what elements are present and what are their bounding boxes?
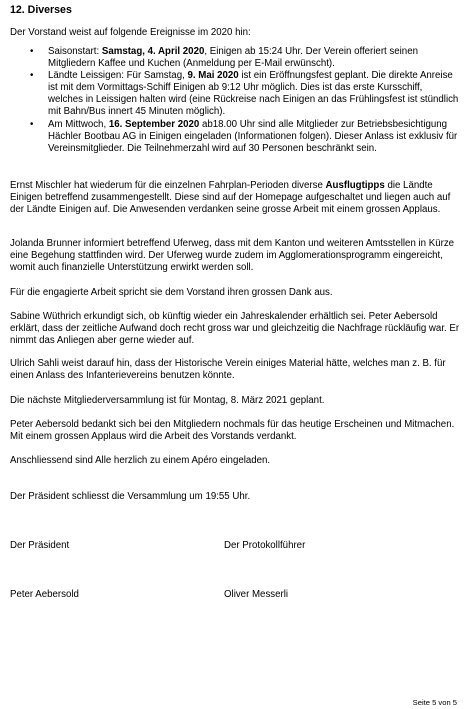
bullet-icon: •	[30, 46, 34, 57]
list-item-date: 16. September 2020	[108, 118, 200, 130]
list-item	[10, 119, 460, 155]
closing-paragraph: Der Präsident schliesst die Versammlung um 19:55 Uhr.	[10, 491, 251, 502]
next-meeting-paragraph: Die nächste Mitgliederversammlung ist für Montag, 8. März 2021 geplant.	[10, 395, 325, 406]
signature-role-secretary: Der Protokollführer	[224, 540, 306, 551]
signature-role-president: Der Präsident	[10, 540, 70, 551]
signature-name-secretary: Oliver Messerli	[224, 589, 289, 600]
signature-name-president: Peter Aebersold	[10, 589, 79, 600]
bullet-icon: •	[30, 70, 34, 82]
list-item-text: , Einigen ab 15:24 Uhr. Der Verein offeriert seinen Mitgliedern Kaffee und Kuchen (Anmeldung per E-Mail erwünscht).	[48, 46, 418, 70]
ausflugtipps-bold: Ausflugtipps	[325, 180, 385, 191]
thanks-paragraph: Peter Aebersold bedankt sich bei den Mitgliedern nochmals für das heutige Erscheinen und Mitmachen. Mit einem grossen Applaus wird die Arbeit des Vorstands verdankt.	[10, 419, 455, 443]
list-item-date: Samstag, 4. April 2020	[101, 46, 205, 57]
material-paragraph: Ulrich Sahli weist darauf hin, dass der Historische Verein einiges Material hätte, welches man z. B. für einen Anlass des Infanterievereins benutzen könnte.	[10, 358, 446, 382]
bullet-icon: •	[30, 118, 34, 130]
list-item	[10, 46, 460, 70]
list-item-text: ist ein Eröffnungsfest geplant. Die direkte Anreise ist mit dem Vormittags-Schiff Einigen ab 9:12 Uhr möglich. Dies ist das erste Kursschiff, welches in Leissigen halten wird (eine Rückreise nach Einigen an das Frühlingsfest ist stündlich mit Bahn/Bus innert 45 Minuten möglich).	[48, 70, 459, 118]
list-item	[10, 70, 460, 118]
list-item-text: Ländte Leissigen: Für Samstag,	[48, 70, 188, 82]
list-item-text: Am Mittwoch,	[48, 118, 109, 130]
uferweg-thanks: Für die engagierte Arbeit spricht sie dem Vorstand ihren grossen Dank aus.	[10, 287, 333, 298]
events-list	[10, 46, 460, 155]
section-heading: 12. Diverses	[10, 4, 72, 16]
list-item-text: Saisonstart:	[48, 46, 102, 57]
ausflugtipps-paragraph: Ernst Mischler hat wiederum für die einzelnen Fahrplan-Perioden diverse Ausflugtipps die Ländte Einigen betreffend zusammengestellt. Diese sind auf der Homepage aufgeschaltet und liegen auch auf der Ländte Einigen auf. Die Anwesenden verdanken seine grosse Arbeit mit einem grossen Applaus.	[10, 180, 451, 216]
uferweg-paragraph: Jolanda Brunner informiert betreffend Uferweg, dass mit dem Kanton und weiteren Amtsstellen in Kürze eine Begehung stattfinden wird. Der Uferweg wurde zudem im Agglomerationsprogramm eingereicht, womit auch finanzielle Unterstützung erwirkt werden soll.	[10, 238, 455, 274]
intro-paragraph: Der Vorstand weist auf folgende Ereignisse im 2020 hin:	[10, 27, 251, 38]
apero-paragraph: Anschliessend sind Alle herzlich zu einem Apéro eingeladen.	[10, 455, 271, 466]
list-item-date: 9. Mai 2020	[187, 70, 239, 82]
page-number: Seite 5 von 5	[412, 698, 457, 707]
kalender-paragraph: Sabine Wüthrich erkundigt sich, ob künftig wieder ein Jahreskalender erhältlich sei. Peter Aebersold erklärt, dass der zeitliche Aufwand doch recht gross war und gleichzeitig die Nachfrage rückläufig war. Er nimmt das Anliegen aber gerne wieder auf.	[10, 311, 460, 347]
list-item-text: ab18.00 Uhr sind alle Mitglieder zur Betriebsbesichtigung Hächler Bootbau AG in Einigen eingeladen (Informationen folgen). Dieser Anlass ist exklusiv für Vereinsmitglieder. Die Teilnehmerzahl wird auf 30 Personen beschränkt sein.	[48, 118, 458, 154]
